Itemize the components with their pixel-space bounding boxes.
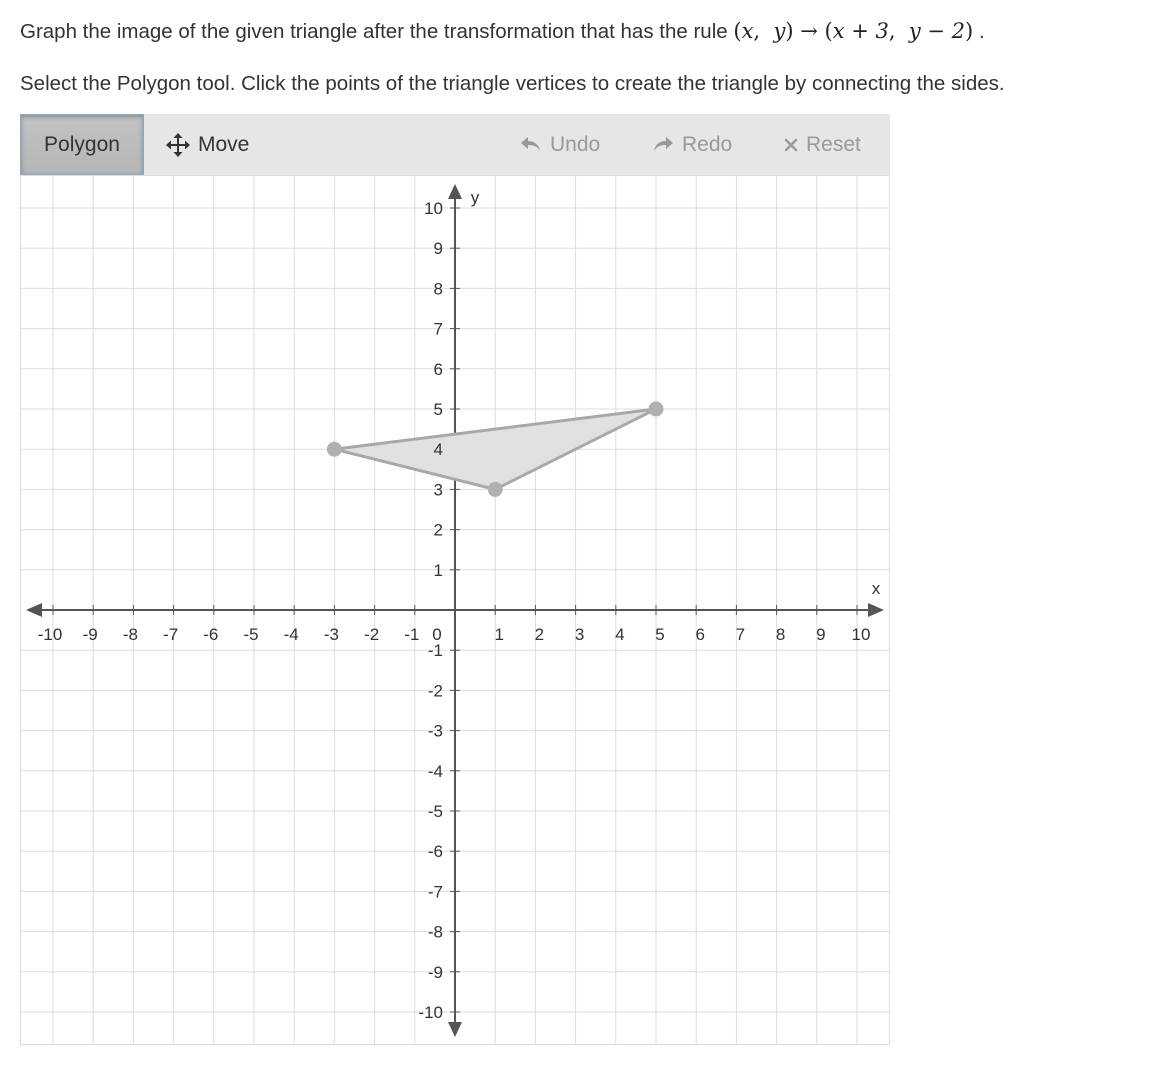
x-tick-label: -2 (364, 625, 380, 644)
reset-label: Reset (806, 132, 861, 156)
x-tick-label: 2 (534, 625, 545, 644)
y-tick-label: -6 (427, 842, 443, 862)
y-tick-label: -3 (427, 721, 443, 741)
triangle-vertex (488, 482, 503, 497)
x-tick-label: 9 (816, 625, 826, 644)
transformation-rule: (x, y) → (x + 3, y − 2) (733, 19, 974, 43)
instruction-text: Select the Polygon tool. Click the points of the triangle vertices to create the triangle by connecting the sides. (20, 72, 1005, 95)
y-tick-label: 3 (433, 480, 443, 500)
y-tick-label: 1 (433, 560, 443, 580)
y-tick-label: -1 (427, 641, 443, 661)
x-tick-label: -7 (163, 625, 179, 644)
x-tick-label: 4 (615, 625, 625, 644)
y-tick-label: 10 (424, 199, 443, 218)
polygon-tool-button[interactable] (20, 114, 144, 175)
undo-label: Undo (550, 132, 601, 156)
x-tick-label: -5 (243, 625, 259, 644)
rule-x: x (741, 19, 754, 43)
four-way-arrow-icon (166, 133, 190, 157)
redo-button[interactable] (652, 114, 732, 175)
y-tick-label: -4 (427, 761, 443, 781)
prompt-text (20, 19, 985, 44)
undo-arrow-icon (520, 136, 542, 154)
y-tick-label: 7 (433, 319, 443, 339)
undo-button[interactable] (520, 114, 600, 175)
axes (26, 184, 884, 1037)
y-axis-label: y (470, 188, 480, 207)
y-tick-label: 2 (433, 520, 443, 540)
y-tick-label: 9 (433, 239, 443, 259)
x-tick-label: 10 (851, 625, 871, 644)
y-tick-label: 4 (433, 440, 443, 460)
y-tick-label: 6 (433, 359, 443, 379)
prompt-period: . (978, 20, 985, 43)
coordinate-plane[interactable] (20, 175, 890, 1045)
x-tick-label: 3 (574, 625, 585, 644)
times-icon (784, 138, 798, 152)
prompt-sentence: Graph the image of the given triangle after the transformation that has the rule (20, 20, 728, 43)
rule-image-y: y − 2 (908, 19, 966, 43)
move-tool-button[interactable] (166, 114, 249, 175)
x-tick-label: 8 (775, 625, 786, 644)
rule-image-x: x + 3 (832, 19, 889, 43)
x-tick-label: -4 (283, 625, 299, 644)
x-axis-label: x (871, 579, 881, 598)
x-tick-label: -6 (203, 625, 219, 644)
rule-y: y (773, 19, 786, 43)
y-tick-label: -5 (427, 802, 443, 821)
x-tick-label: 6 (695, 625, 705, 644)
x-axis-arrow-right-icon (868, 603, 884, 617)
y-tick-label: -7 (427, 882, 443, 902)
polygon-label: Polygon (44, 132, 120, 156)
origin-label: 0 (432, 625, 442, 644)
y-tick-label: -9 (427, 962, 443, 982)
x-tick-label: -10 (37, 625, 63, 644)
x-tick-label: -3 (323, 625, 339, 644)
y-axis-arrow-up-icon (448, 184, 462, 199)
toolbar (20, 114, 890, 175)
x-axis-arrow-left-icon (26, 603, 42, 617)
y-tick-label: 8 (433, 279, 443, 299)
y-tick-label: -2 (427, 681, 443, 701)
graph-svg[interactable] (20, 175, 890, 1045)
triangle-vertex (649, 402, 664, 417)
redo-label: Redo (682, 132, 733, 156)
rule-arrow: → (800, 19, 818, 43)
triangle-vertex (327, 442, 342, 457)
x-tick-label: -8 (122, 625, 138, 644)
redo-arrow-icon (652, 136, 674, 154)
x-tick-label: 1 (494, 625, 504, 644)
y-axis-arrow-down-icon (448, 1022, 462, 1037)
graphing-tool (20, 114, 890, 1045)
reset-button[interactable] (784, 114, 861, 175)
y-tick-label: -10 (418, 1003, 443, 1022)
x-tick-label: 7 (735, 625, 746, 644)
y-tick-label: -8 (427, 922, 443, 942)
move-label: Move (198, 132, 250, 156)
y-tick-label: 5 (433, 400, 443, 419)
x-tick-label: 5 (655, 625, 665, 644)
x-tick-label: -9 (82, 625, 98, 644)
x-tick-label: -1 (404, 625, 420, 644)
